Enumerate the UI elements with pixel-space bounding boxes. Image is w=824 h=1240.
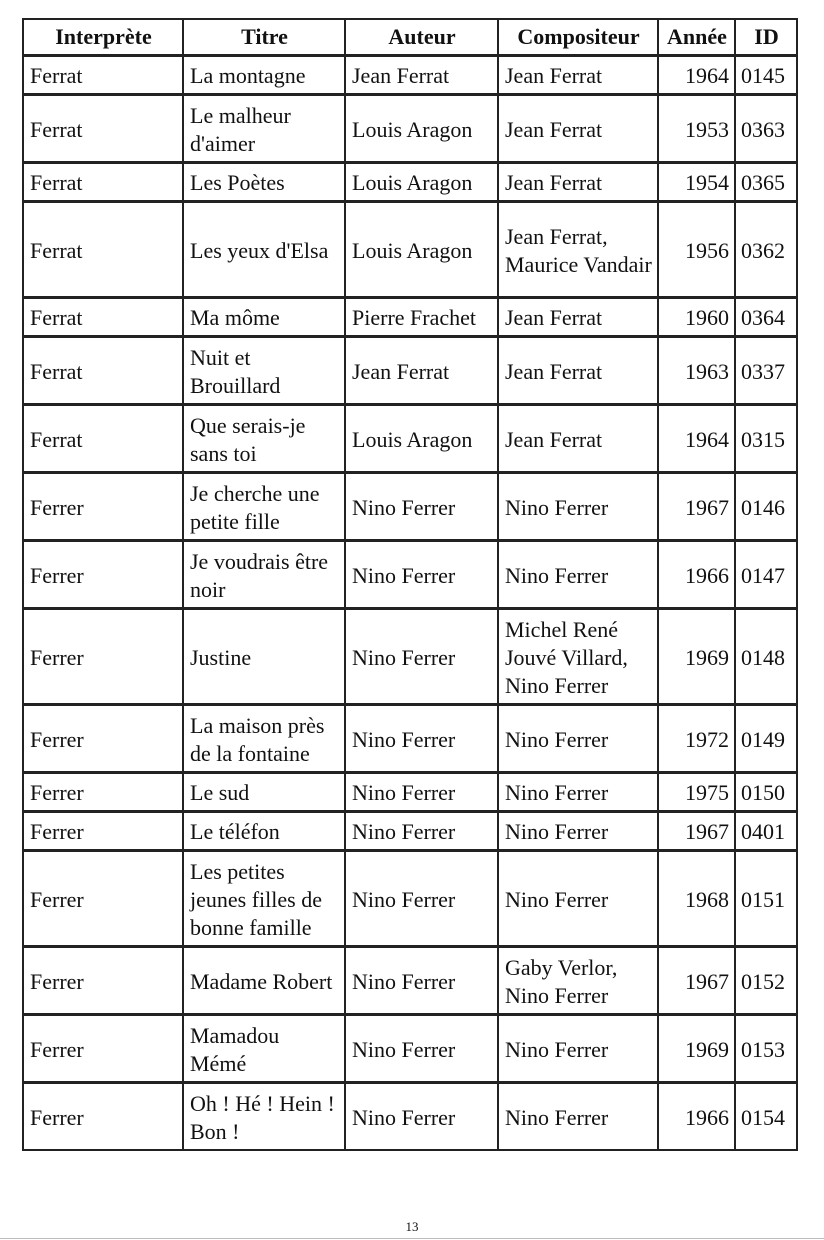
cell-interprete: Ferrat	[23, 56, 183, 95]
cell-compositeur: Jean Ferrat	[498, 163, 658, 202]
cell-id: 0152	[735, 947, 797, 1015]
header-interprete: Interprète	[23, 19, 183, 56]
cell-compositeur: Nino Ferrer	[498, 473, 658, 541]
cell-interprete: Ferrat	[23, 298, 183, 337]
cell-titre: Les yeux d'Elsa	[183, 202, 345, 298]
cell-id: 0151	[735, 851, 797, 947]
table-row	[23, 95, 797, 163]
cell-annee: 1966	[658, 541, 735, 609]
cell-auteur: Jean Ferrat	[345, 56, 498, 95]
cell-titre: Ma môme	[183, 298, 345, 337]
cell-annee: 1963	[658, 337, 735, 405]
cell-auteur: Nino Ferrer	[345, 773, 498, 812]
table-row	[23, 705, 797, 773]
cell-titre: Je voudrais être noir	[183, 541, 345, 609]
cell-interprete: Ferrer	[23, 773, 183, 812]
cell-titre: Les Poètes	[183, 163, 345, 202]
cell-id: 0315	[735, 405, 797, 473]
cell-compositeur: Nino Ferrer	[498, 773, 658, 812]
cell-id: 0363	[735, 95, 797, 163]
table-row	[23, 1083, 797, 1151]
cell-compositeur: Jean Ferrat, Maurice Vandair	[498, 202, 658, 298]
cell-auteur: Louis Aragon	[345, 202, 498, 298]
cell-interprete: Ferrat	[23, 337, 183, 405]
cell-annee: 1966	[658, 1083, 735, 1151]
cell-auteur: Louis Aragon	[345, 405, 498, 473]
cell-compositeur: Gaby Verlor, Nino Ferrer	[498, 947, 658, 1015]
table-row	[23, 773, 797, 812]
cell-id: 0364	[735, 298, 797, 337]
cell-interprete: Ferrer	[23, 1015, 183, 1083]
cell-auteur: Nino Ferrer	[345, 609, 498, 705]
cell-interprete: Ferrer	[23, 609, 183, 705]
cell-titre: Le sud	[183, 773, 345, 812]
cell-annee: 1975	[658, 773, 735, 812]
cell-compositeur: Nino Ferrer	[498, 812, 658, 851]
cell-titre: La montagne	[183, 56, 345, 95]
cell-annee: 1969	[658, 1015, 735, 1083]
cell-annee: 1967	[658, 947, 735, 1015]
table-row	[23, 202, 797, 298]
cell-auteur: Pierre Frachet	[345, 298, 498, 337]
cell-annee: 1972	[658, 705, 735, 773]
cell-annee: 1964	[658, 405, 735, 473]
cell-titre: Les petites jeunes filles de bonne famille	[183, 851, 345, 947]
cell-id: 0148	[735, 609, 797, 705]
cell-auteur: Nino Ferrer	[345, 705, 498, 773]
cell-annee: 1954	[658, 163, 735, 202]
cell-id: 0145	[735, 56, 797, 95]
cell-id: 0150	[735, 773, 797, 812]
cell-compositeur: Jean Ferrat	[498, 95, 658, 163]
header-id: ID	[735, 19, 797, 56]
cell-compositeur: Nino Ferrer	[498, 705, 658, 773]
table-row	[23, 298, 797, 337]
cell-interprete: Ferrat	[23, 202, 183, 298]
cell-auteur: Nino Ferrer	[345, 541, 498, 609]
page-number: 13	[405, 1219, 419, 1234]
cell-annee: 1967	[658, 812, 735, 851]
cell-id: 0401	[735, 812, 797, 851]
cell-id: 0337	[735, 337, 797, 405]
cell-compositeur: Jean Ferrat	[498, 56, 658, 95]
cell-id: 0147	[735, 541, 797, 609]
cell-interprete: Ferrat	[23, 95, 183, 163]
header-compositeur: Compositeur	[498, 19, 658, 56]
table-row	[23, 56, 797, 95]
cell-interprete: Ferrer	[23, 812, 183, 851]
cell-interprete: Ferrer	[23, 541, 183, 609]
cell-annee: 1953	[658, 95, 735, 163]
cell-titre: Que serais-je sans toi	[183, 405, 345, 473]
header-titre: Titre	[183, 19, 345, 56]
table-row	[23, 812, 797, 851]
cell-titre: Le malheur d'aimer	[183, 95, 345, 163]
cell-id: 0146	[735, 473, 797, 541]
cell-titre: Le téléfon	[183, 812, 345, 851]
cell-auteur: Nino Ferrer	[345, 1015, 498, 1083]
header-row	[23, 19, 797, 56]
cell-annee: 1968	[658, 851, 735, 947]
table-row	[23, 1015, 797, 1083]
cell-compositeur: Jean Ferrat	[498, 405, 658, 473]
cell-id: 0153	[735, 1015, 797, 1083]
cell-compositeur: Jean Ferrat	[498, 298, 658, 337]
cell-titre: Nuit et Brouillard	[183, 337, 345, 405]
cell-titre: Madame Robert	[183, 947, 345, 1015]
cell-annee: 1960	[658, 298, 735, 337]
table-row	[23, 947, 797, 1015]
cell-auteur: Jean Ferrat	[345, 337, 498, 405]
table-row	[23, 609, 797, 705]
table-row	[23, 163, 797, 202]
cell-interprete: Ferrer	[23, 947, 183, 1015]
cell-compositeur: Nino Ferrer	[498, 1015, 658, 1083]
cell-interprete: Ferrer	[23, 705, 183, 773]
cell-compositeur: Michel René Jouvé Villard, Nino Ferrer	[498, 609, 658, 705]
cell-interprete: Ferrat	[23, 163, 183, 202]
page-bottom-rule	[0, 1238, 824, 1239]
cell-interprete: Ferrer	[23, 473, 183, 541]
cell-annee: 1969	[658, 609, 735, 705]
cell-titre: Oh ! Hé ! Hein ! Bon !	[183, 1083, 345, 1151]
cell-auteur: Nino Ferrer	[345, 812, 498, 851]
cell-compositeur: Nino Ferrer	[498, 851, 658, 947]
cell-id: 0154	[735, 1083, 797, 1151]
cell-compositeur: Jean Ferrat	[498, 337, 658, 405]
cell-id: 0365	[735, 163, 797, 202]
cell-compositeur: Nino Ferrer	[498, 1083, 658, 1151]
table-row	[23, 337, 797, 405]
table-row	[23, 541, 797, 609]
cell-annee: 1967	[658, 473, 735, 541]
table-row	[23, 851, 797, 947]
cell-interprete: Ferrer	[23, 1083, 183, 1151]
song-table	[22, 18, 798, 1151]
cell-titre: La maison près de la fontaine	[183, 705, 345, 773]
cell-auteur: Nino Ferrer	[345, 947, 498, 1015]
cell-compositeur: Nino Ferrer	[498, 541, 658, 609]
cell-auteur: Nino Ferrer	[345, 473, 498, 541]
cell-auteur: Louis Aragon	[345, 95, 498, 163]
cell-auteur: Louis Aragon	[345, 163, 498, 202]
cell-annee: 1956	[658, 202, 735, 298]
cell-id: 0362	[735, 202, 797, 298]
cell-interprete: Ferrat	[23, 405, 183, 473]
cell-titre: Justine	[183, 609, 345, 705]
cell-titre: Je cherche une petite fille	[183, 473, 345, 541]
header-auteur: Auteur	[345, 19, 498, 56]
cell-titre: Mamadou Mémé	[183, 1015, 345, 1083]
cell-id: 0149	[735, 705, 797, 773]
cell-auteur: Nino Ferrer	[345, 1083, 498, 1151]
cell-interprete: Ferrer	[23, 851, 183, 947]
table-row	[23, 405, 797, 473]
cell-auteur: Nino Ferrer	[345, 851, 498, 947]
cell-annee: 1964	[658, 56, 735, 95]
table-row	[23, 473, 797, 541]
header-annee: Année	[658, 19, 735, 56]
